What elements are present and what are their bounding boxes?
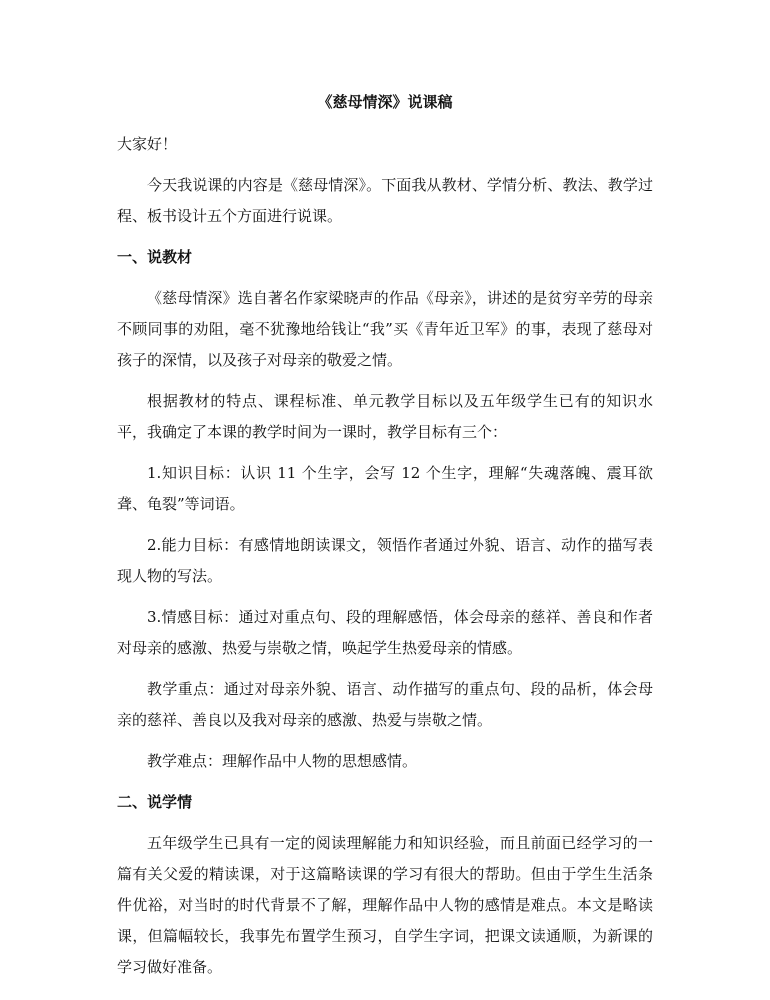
goal-knowledge: 1.知识目标：认识 11 个生字，会写 12 个生字，理解“失魂落魄、震耳欲聋、龟裂”等词语。 bbox=[117, 464, 653, 513]
goal-ability: 2.能力目标：有感情地朗读课文，领悟作者通过外貌、语言、动作的描写表现人物的写法。 bbox=[117, 536, 653, 585]
textbook-paragraph-2: 根据教材的特点、课程标准、单元教学目标以及五年级学生已有的知识水平，我确定了本课的教学时间为一课时，教学目标有三个： bbox=[117, 392, 653, 441]
section-heading-textbook: 一、说教材 bbox=[117, 248, 193, 266]
teaching-key-point: 教学重点：通过对母亲外貌、语言、动作描写的重点句、段的品析，体会母亲的慈祥、善良以及我对母亲的感激、热爱与崇敬之情。 bbox=[117, 680, 653, 729]
section-heading-students: 二、说学情 bbox=[117, 793, 193, 811]
document-page bbox=[117, 90, 653, 983]
students-paragraph: 五年级学生已具有一定的阅读理解能力和知识经验，而且前面已经学习的一篇有关父爱的精读课，对于这篇略读课的学习有很大的帮助。但由于学生生活条件优裕，对当时的时代背景不了解，理解作品中人物的感情是难点。本文是略读课，但篇幅较长，我事先布置学生预习，自学生字词，把课文读通顺，为新课的学习做好准备。 bbox=[117, 834, 653, 976]
textbook-paragraph-1: 《慈母情深》选自著名作家梁晓声的作品《母亲》，讲述的是贫穷辛劳的母亲不顾同事的劝阻，毫不犹豫地给钱让“我”买《青年近卫军》的事，表现了慈母对孩子的深情，以及孩子对母亲的敬爱之情。 bbox=[117, 289, 653, 369]
intro-paragraph: 今天我说课的内容是《慈母情深》。下面我从教材、学情分析、教法、教学过程、板书设计五个方面进行说课。 bbox=[117, 176, 653, 225]
goal-emotion: 3.情感目标：通过对重点句、段的理解感悟，体会母亲的慈祥、善良和作者对母亲的感激、热爱与崇敬之情，唤起学生热爱母亲的情感。 bbox=[117, 608, 653, 657]
greeting: 大家好！ bbox=[117, 135, 178, 153]
document-title: 《慈母情深》说课稿 bbox=[317, 93, 453, 111]
teaching-difficulty: 教学难点：理解作品中人物的思想感情。 bbox=[147, 752, 418, 770]
